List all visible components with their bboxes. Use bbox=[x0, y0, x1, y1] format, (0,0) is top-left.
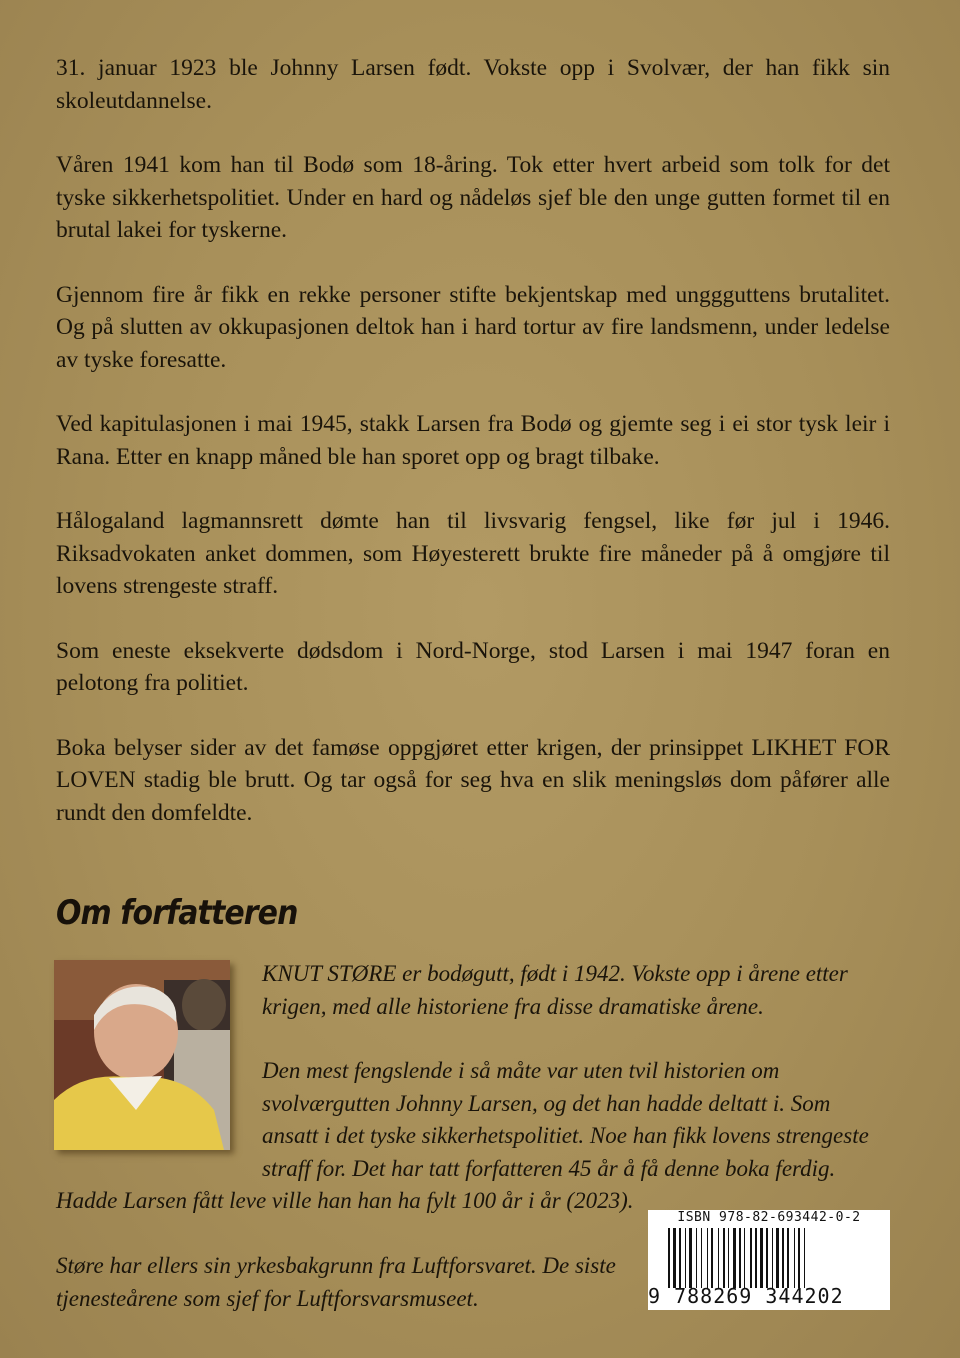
barcode-bars bbox=[668, 1228, 878, 1288]
paragraph-4: Ved kapitulasjonen i mai 1945, stakk Larsen fra Bodø og gjemte seg i ei stor tysk leir i Rana. Etter en knapp måned ble han sporet opp og bragt tilbake. bbox=[56, 411, 890, 470]
paragraph-6: Som eneste eksekverte dødsdom i Nord-Norge, stod Larsen i mai 1947 foran en pelotong fra politiet. bbox=[56, 637, 890, 696]
paragraph-7: Boka belyser sider av det famøse oppgjøret etter krigen, der prinsippet LIKHET FOR LOVEN stadig ble brutt. Og tar også for seg hva en slik meningsløs dom påfører alle rundt den domfeldte. bbox=[56, 734, 890, 826]
back-cover-text bbox=[56, 52, 890, 861]
paragraph-1: 31. januar 1923 ble Johnny Larsen født. Vokste opp i Svolvær, der han fikk sin skoleutdannelse. bbox=[56, 55, 890, 114]
isbn-digits: 9 788269 344202 bbox=[648, 1284, 844, 1308]
author-bio-1: KNUT STØRE er bodøgutt, født i 1942. Vokste opp i årene etter krigen, med alle historiene fra disse dramatiske årene. bbox=[262, 961, 848, 1019]
author-heading: Om forfatteren bbox=[56, 893, 298, 933]
author-bio-3: Hadde Larsen fått leve ville han han ha fylt 100 år i år (2023). bbox=[56, 1188, 634, 1213]
paragraph-3: Gjennom fire år fikk en rekke personer stifte bekjentskap med unggguttens brutalitet. Og på slutten av okkupasjonen deltok han i hard tortur av fire landsmenn, under ledelse av tyske foresatte. bbox=[56, 281, 890, 373]
author-photo bbox=[54, 960, 230, 1150]
isbn-label: ISBN 978-82-693442-0-2 bbox=[677, 1210, 861, 1225]
author-bio-4: Støre har ellers sin yrkesbakgrunn fra Luftforsvaret. De siste tjenesteårene som sjef for Luftforsvarsmuseet. bbox=[56, 1253, 616, 1311]
paragraph-5: Hålogaland lagmannsrett dømte han til livsvarig fengsel, like før jul i 1946. Riksadvokaten anket dommen, som Høyesterett brukte fire måneder på å omgjøre til lovens strengeste straff. bbox=[56, 508, 890, 599]
paragraph-2: Våren 1941 kom han til Bodø som 18-åring. Tok etter hvert arbeid som tolk for det tyske sikkerhetspolitiet. Under en hard og nådeløs sjef ble den unge gutten formet til en brutal lakei for tyskerne. bbox=[56, 152, 890, 243]
author-bio-2: Den mest fengslende i så måte var uten tvil historien om svolværgutten Johnny Larsen, og det han hadde deltatt i. Som ansatt i det tyske sikkerhetspolitiet. Noe han fikk lovens strengeste straff for. Det har tatt forfatteren 45 år å få denne boka ferdig. bbox=[262, 1058, 869, 1181]
barcode bbox=[648, 1210, 890, 1310]
